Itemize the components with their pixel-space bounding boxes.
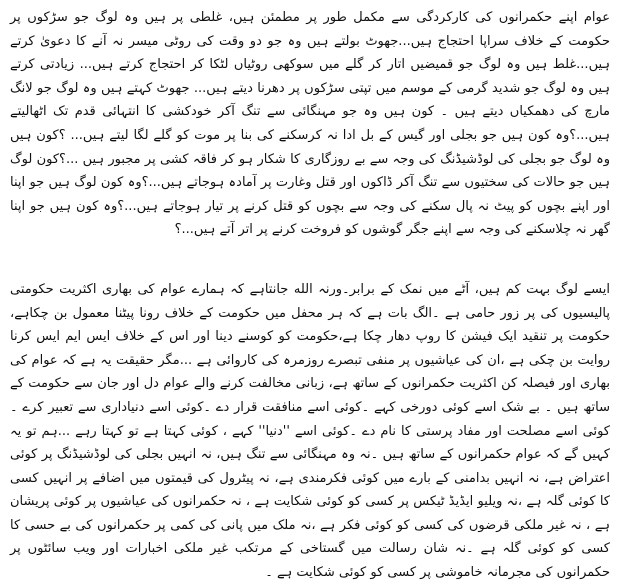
- article-paragraph-2: ایسے لوگ بہت کم ہیں، آٹے میں نمک کے برابر۔ورنہ الله جانتاہے کہ ہمارے عوام کی بھاری اکثریت حکومتی پالیسیوں کی پر زور حامی ہے ۔الگ بات ہے کہ ہر محفل میں حکومت کے خلاف رونا پیٹنا معمول بن چکاہے، حکومت پر تنقید ایک فیشن کا روپ دھار چکا ہے،حکومت کو کوسنے دینا اور اس کے خلاف ایس ایم ایس کرنا روایت بن چکی ہے ،ان کی عیاشیوں پر منفی تبصرے روزمرہ کی کاروائی ہے ...مگر حقیقت یہ ہے کہ عوام کی بھاری اور فیصلہ کن اکثریت حکمرانوں کے ساتھ ہے، زبانی مخالفت کرنے والے عوام دل اور جان سے حکومت کے ساتھ ہیں ۔ بے شک اسے کوئی دورخی کہے ۔کوئی اسے منافقت قرار دے ۔کوئی اسے دنیاداری سے تعبیر کرے ۔کوئی اسے مصلحت اور مفاد پرستی کا نام دے ۔کوئی اسے ''دنیا'' کہے ، کوئی کہتا ہے تو کہتا رہے ...ہم تو یہ کہیں گے کہ عوام حکمرانوں کے ساتھ ہیں ۔نہ وہ مہنگائی سے تنگ ہیں، نہ انہیں بجلی کی لوڈشیڈنگ پر کوئی اعتراض ہے، نہ انہیں بدامنی کے بارے میں کوئی فکرمندی ہے، نہ پیٹرول کی قیمتوں میں اضافے پر انہیں کسی کا کوئی گلہ ہے ،نہ ویلیو ایڈیڈ ٹیکس پر کسی کو کوئی شکایت ہے ، نہ حکمرانوں کی عیاشیوں پر کوئی پریشان ہے ، نہ غیر ملکی قرضوں کی کسی کو کوئی فکر ہے ،نہ ملک میں پانی کی کمی پر حکمرانوں کی بے حسی کا کسی کو کوئی گلہ ہے ۔نہ شان رسالت میں گستاخی کے مرتکب غیر ملکی اخبارات اور ویب سائٹوں پر حکمرانوں کی مجرمانہ خاموشی پر کسی کو کوئی شکایت ہے ۔: [10, 281, 610, 581]
- article-paragraph-1: عوام اپنے حکمرانوں کی کارکردگی سے مکمل طور پر مطمئن ہیں، غلطی پر ہیں وہ لوگ جو سڑکوں پر حکومت کے خلاف سراپا احتجاج ہیں...جھوٹ بولتے ہیں وہ جو دو وقت کی روٹی میسر نہ آنے کا دعویٰ کرتے ہیں...غلط ہیں وہ لوگ جو قمیضیں اتار کر گلے میں سوکھی روٹیاں لٹکا کر احتجاج کرتے ہیں... زیادتی کرتے ہیں وہ لوگ جو شدید گرمی کے موسم میں تپتی سڑکوں پر دھرنا دیتے ہیں... جھوٹ کہتے ہیں وہ لوگ جو لانگ مارچ کی دھمکیاں دیتے ہیں ۔ کون ہیں وہ جو مہنگائی سے تنگ آکر خودکشی کا انتہائی قدم تک اٹھالیتے ہیں...؟وہ کون ہیں جو بجلی اور گیس کے بل ادا نہ کرسکنے کی بنا پر موت کو گلے لگا لیتے ہیں... ؟کون ہیں وہ لوگ جو بجلی کی لوڈشیڈنگ کی وجہ سے بے روزگاری کا شکار ہو کر فاقہ کشی پر مجبور ہیں ...؟کون لوگ ہیں جو حالات کی سختیوں سے تنگ آکر ڈاکوں اور قتل وغارت پر آمادہ ہوجاتے ہیں...؟وہ کون لوگ ہیں جو اپنا اور اپنے بچوں کو پیٹ نہ پال سکنے کی وجہ سے بچوں کو قتل کرنے پر تیار ہوجاتے ہیں...؟وہ کون ہیں جو اپنا گھر نہ چلاسکنے کی وجہ سے اپنے جگر گوشوں کو فروخت کرنے پر اتر آتے ہیں...؟: [10, 10, 610, 238]
